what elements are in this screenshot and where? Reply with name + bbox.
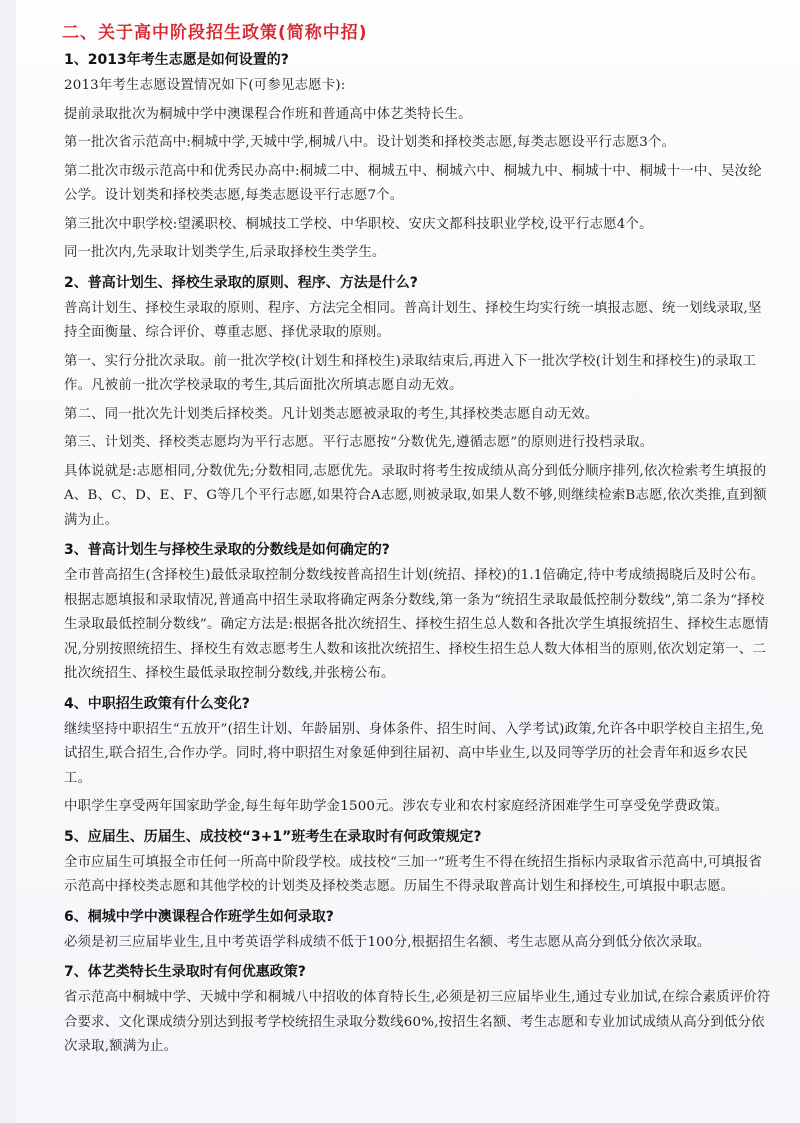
page-title: 二、关于高中阶段招生政策(简称中招) xyxy=(62,23,368,43)
paragraph: 必须是初三应届毕业生,且中考英语学科成绩不低于100分,根据招生名额、考生志愿从高分到低分依次录取。 xyxy=(64,934,711,950)
paragraph: 普高计划生、择校生录取的原则、程序、方法完全相同。普高计划生、择校生均实行统一填报志愿、统一划线录取,坚持全面衡量、综合评价、尊重志愿、择优录取的原则。 xyxy=(64,300,762,340)
paragraph: 全市普高招生(含择校生)最低录取控制分数线按普高招生计划(统招、择校)的1.1倍确定,待中考成绩揭晓后及时公布。根据志愿填报和录取情况,普通高中招生录取将确定两条分数线,第一条为“统招生录取最低控制分数线”,第二条为“择校生录取最低控制分数线”。确定方法是:根据各批次统招生、择校生招生总人数和各批次学生填报统招生、择校生志愿情况,分别按照统招生、择校生有效志愿考生人数和该批次统招生、择校生招生总人数大体相当的原则,依次划定第一、二批次统招生、择校生最低录取控制分数线,并张榜公布。 xyxy=(64,568,769,681)
paragraph: 同一批次内,先录取计划类学生,后录取择校生类学生。 xyxy=(64,245,386,260)
section-1 xyxy=(64,49,774,266)
question-heading: 2、普高计划生、择校生录取的原则、程序、方法是什么? xyxy=(64,274,418,291)
question-heading: 6、桐城中学中澳课程合作班学生如何录取? xyxy=(64,908,334,925)
paragraph: 省示范高中桐城中学、天城中学和桐城八中招收的体育特长生,必须是初三应届毕业生,通过专业加试,在综合素质评价符合要求、文化课成绩分别达到报考学校统招生录取分数线60%,按招生名额、考生志愿和专业加试成绩从高分到低分依次录取,额满为止。 xyxy=(64,990,771,1054)
section-5 xyxy=(64,826,774,900)
paragraph: 第一批次省示范高中:桐城中学,天城中学,桐城八中。设计划类和择校类志愿,每类志愿设平行志愿3个。 xyxy=(64,135,676,150)
section-6 xyxy=(64,906,774,956)
paragraph: 第二、同一批次先计划类后择校类。凡计划类志愿被录取的考生,其择校类志愿自动无效。 xyxy=(64,406,599,422)
paragraph: 具体说就是:志愿相同,分数优先;分数相同,志愿优先。录取时将考生按成绩从高分到低分顺序排列,依次检索考生填报的A、B、C、D、E、F、G等几个平行志愿,如果符合A志愿,则被录取,如果人数不够,则继续检索B志愿,依次类推,直到额满为止。 xyxy=(64,463,767,528)
question-heading: 5、应届生、历届生、成技校“3+1”班考生在录取时有何政策规定? xyxy=(64,828,482,845)
section-2 xyxy=(64,272,774,534)
paragraph: 全市应届生可填报全市任何一所高中阶段学校。成技校“三加一”班考生不得在统招生指标内录取省示范高中,可填报省示范高中择校类志愿和其他学校的计划类及择校类志愿。历届生不得录取普高计划生和择校生,可填报中职志愿。 xyxy=(64,854,763,894)
page-edge xyxy=(0,0,16,1123)
paragraph: 2013年考生志愿设置情况如下(可参见志愿卡): xyxy=(64,78,346,93)
section-4 xyxy=(64,693,774,820)
paragraph: 第三、计划类、择校类志愿均为平行志愿。平行志愿按“分数优先,遵循志愿”的原则进行投档录取。 xyxy=(64,435,654,450)
paragraph: 中职学生享受两年国家助学金,每生每年助学金1500元。涉农专业和农村家庭经济困难学生可享受免学费政策。 xyxy=(64,799,729,814)
paragraph: 继续坚持中职招生“五放开”(招生计划、年龄届别、身体条件、招生时间、入学考试)政策,允许各中职学校自主招生,免试招生,联合招生,合作办学。同时,将中职招生对象延伸到往届初、高中毕业生,以及同等学历的社会青年和返乡农民工。 xyxy=(64,721,764,786)
paragraph: 第三批次中职学校:望溪职校、桐城技工学校、中华职校、安庆文都科技职业学校,设平行志愿4个。 xyxy=(64,216,653,232)
question-heading: 3、普高计划生与择校生录取的分数线是如何确定的? xyxy=(64,542,390,558)
section-7 xyxy=(64,961,774,1060)
paragraph: 提前录取批次为桐城中学中澳课程合作班和普通高中体艺类特长生。 xyxy=(64,106,472,122)
paragraph: 第一、实行分批次录取。前一批次学校(计划生和择校生)录取结束后,再进入下一批次学校(计划生和择校生)的录取工作。凡被前一批次学校录取的考生,其后面批次所填志愿自动无效。 xyxy=(64,353,757,393)
paragraph: 第二批次市级示范高中和优秀民办高中:桐城二中、桐城五中、桐城六中、桐城九中、桐城十中、桐城十一中、吴汝纶公学。设计划类和择校类志愿,每类志愿设平行志愿7个。 xyxy=(64,163,762,203)
question-heading: 7、体艺类特长生录取时有何优惠政策? xyxy=(64,964,306,980)
question-heading: 1、2013年考生志愿是如何设置的? xyxy=(64,52,289,68)
section-3 xyxy=(64,539,774,687)
question-heading: 4、中职招生政策有什么变化? xyxy=(64,695,250,712)
